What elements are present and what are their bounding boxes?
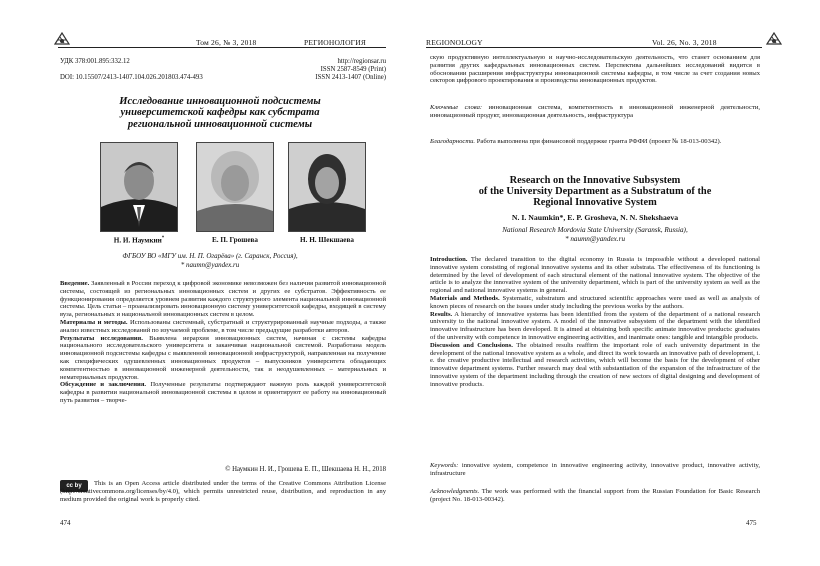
portrait-man-icon: [101, 143, 177, 231]
abstract-en: [430, 256, 760, 389]
abstract-continuation: скую продуктивную интеллектуальную и научно-исследовательскую деятельность, что станет основанием для развития других кафедральных инновационных систем. Перспектива дальнейших исследований видится в обосновании расширения инфраструктуры инновационной системы кафедры, в том числе за счет создания новых секторов цифрового проектирования и производства инновационных продуктов.: [430, 54, 760, 85]
keywords-ru: Ключевые слова: инновационная система, компетентность в инновационной инженерной деятельности, инновационный продукт, инновационная деятельность, инфраструктура: [430, 104, 760, 119]
abstract-paragraph: Discussion and Conclusions. The obtained results reaffirm the important role of each university department in the development of the national innovative system as a whole, and direct its work towards an innovative path of development, i. e. the creative productive intellectual and research activities, which will become the basis for the development of other innovative department systems. Further research may deal with substantiation of the expansion of the infrastructure of the innovative system of the department including through the creation of new sectors of digital designing and development of innovative products.: [430, 341, 760, 388]
title-line: региональной инновационной системы: [127, 118, 313, 130]
header-rule: [426, 47, 762, 48]
issn-print: ISSN 2587-8549 (Print): [320, 66, 386, 73]
udc: УДК 378:001.895:332.12: [60, 58, 130, 65]
page-number-right: 475: [746, 519, 757, 527]
portrait-woman-icon: [289, 143, 365, 231]
abstract-paragraph: Introduction. The declared transition to the digital economy in Russia is impossible without a developed national innovative system consisting of regional innovative systems and its other substrata. The effectiveness of its functioning is determined by the level of development of each structural element of the national innovative system. The objective of the article is to analyze the innovative system of the university department, which is part of the university system as well as the regional and national innovative systems in general.: [430, 256, 760, 295]
abstract-ru: [60, 280, 386, 405]
page-number-left: 474: [60, 519, 71, 527]
title-line: Research on the Innovative Subsystem: [509, 175, 681, 186]
title-line: Regional Innovative System: [533, 197, 657, 208]
acknowledgments-en: Acknowledgments. The work was performed with the financial support from the Russian Foundation for Basic Research (project No. 18-013-00342).: [430, 488, 761, 503]
affiliation-en: National Research Mordovia State University (Saransk, Russia),: [502, 226, 688, 234]
keywords-en: Keywords: innovative system, competence in innovative engineering activity, innovative product, innovative activity, infrastructure: [430, 462, 760, 477]
affiliation-ru: ФГБОУ ВО «МГУ им. Н. П. Огарёва» (г. Саранск, Россия),: [122, 252, 298, 260]
abstract-paragraph: Материалы и методы. Использованы системный, субстратный и структурированный научные подходы, а также анализ известных исследований по изучаемой проблеме, в том числе предыдущие разработки авторов.: [60, 318, 387, 334]
author-name: Н. Н. Шекшаева: [300, 236, 354, 244]
header-volume: Том 26, № 3, 2018: [196, 38, 257, 47]
right-page: [412, 0, 820, 566]
author-email[interactable]: * naumn@yandex.ru: [180, 261, 240, 269]
header-journal: РЕГИОНОЛОГИЯ: [304, 38, 367, 47]
title-line: Исследование инновационной подсистемы: [119, 96, 321, 107]
copyright: © Наумкин Н. И., Грошева Е. П., Шекшаева Н. Н., 2018: [225, 466, 386, 473]
author-name: Е. П. Грошева: [211, 236, 259, 244]
doi: DOI: 10.15507/2413-1407.104.026.201803.474-493: [60, 74, 203, 81]
acknowledgments-ru: Благодарности. Работа выполнена при финансовой поддержке гранта РФФИ (проект № 18-013-00342).: [430, 138, 722, 145]
author-email-en[interactable]: * naumn@yandex.ru: [564, 235, 626, 243]
title-line: университетской кафедры как субстрата: [120, 107, 320, 119]
authors-en: N. I. Naumkin*, E. P. Grosheva, N. N. Shekshaeva: [511, 213, 679, 222]
header-rule: [58, 47, 386, 48]
cc-by-license-badge: cc by: [60, 480, 88, 492]
license-text: This is an Open Access article distributed under the terms of the Creative Commons Attribution License (http://creativecommons.org/licenses/by/4.0), which permits unrestricted reuse, distribution, and reproduction in any medium provided the original work is properly cited.: [60, 480, 386, 503]
abstract-paragraph: Results. A hierarchy of innovative systems has been identified from the system of the department of a national research university to the national innovative system. A model of the innovative subsystem of the department with the identified innovative infrastructure has been developed. It is aimed at obtaining both specific animate innovative products: graduates of the university with competence in innovative engineering activities, and inanimate ones: tangible and intangible products.: [430, 310, 760, 341]
abstract-paragraph: Обсуждение и заключения. Полученные результаты подтверждают важную роль каждой университетской кафедры в развитии национальной инновационной системы в целом и ориентируют ее работу на инновационный путь развития – творче-: [60, 381, 386, 404]
article-title-ru: [70, 96, 370, 130]
abstract-paragraph: Materials and Methods. Systematic, substratum and structured scientific approaches were used as well as analysis of known pieces of research on the issues under study including the previous works by the authors.: [430, 294, 760, 310]
author-photo-grosheva: [196, 142, 274, 232]
abstract-paragraph: Введение. Заявленный в России переход к цифровой экономике невозможен без наличия развитой инновационной системы, состоящей из региональных инновационных систем и других ее субстратов. Эффективность ее функционирования определяется уровнем развития каждого структурного элемента национальной инновационной системы. Цель статьи – проанализировать инновационную систему университетской кафедры, входящей в систему вуза, региональных и национальной инновационных систем в целом.: [60, 280, 386, 319]
article-title-en: [440, 175, 750, 208]
author-photo-shekshaeva: [288, 142, 366, 232]
title-line: of the University Department as a Substratum of the: [478, 186, 712, 197]
author-name: Н. И. Наумкин*: [113, 236, 165, 245]
issn-online: ISSN 2413-1407 (Online): [315, 74, 386, 81]
header-journal: REGIONOLOGY: [426, 38, 483, 47]
journal-logo-icon: [52, 30, 72, 48]
journal-logo-icon: [764, 30, 784, 48]
journal-url[interactable]: http://regionsar.ru: [337, 58, 386, 65]
portrait-woman-icon: [197, 143, 273, 231]
header-volume: Vol. 26, No. 3, 2018: [652, 38, 717, 47]
abstract-paragraph: Результаты исследования. Выявлена иерархия инновационных систем, начиная с системы кафедры национального исследовательского университета и заканчивая национальной системой. Разработана модель инновационной подсистемы кафедры с выявленной инновационной инфраструктурой, направленная на получение как специфических одушевленных инновационных продуктов – выпускников университета обладающих компетентностью в инновационной инженерной деятельности, так и неодушевленных – материальных и нематериальных продуктов.: [60, 334, 386, 381]
author-photo-naumkin: [100, 142, 178, 232]
